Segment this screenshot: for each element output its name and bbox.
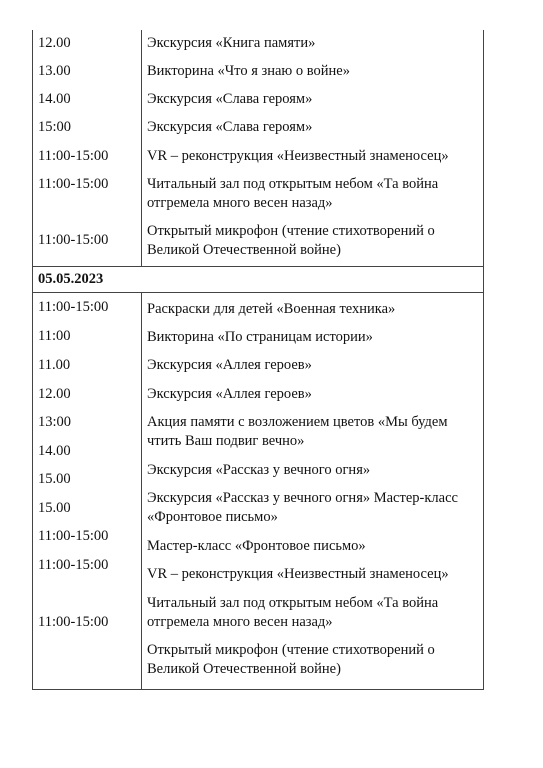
table-row-event: Экскурсия «Рассказ у вечного огня»: [147, 462, 371, 478]
table-row-event: Раскраски для детей «Военная техника»: [147, 301, 396, 317]
table-row-event: Великой Отечественной войне): [147, 242, 341, 258]
table-row-time: 11:00-15:00: [38, 232, 109, 248]
table-row-event: Открытый микрофон (чтение стихотворений о: [147, 223, 435, 239]
table-border-left: [32, 30, 33, 690]
table-row-event: Великой Отечественной войне): [147, 661, 341, 677]
table-border-bottom: [32, 689, 484, 690]
table-row-time: 14.00: [38, 443, 71, 459]
table-row-time: 11:00-15:00: [38, 148, 109, 164]
table-row-event: Экскурсия «Слава героям»: [147, 119, 313, 135]
table-row-time: 13:00: [38, 414, 72, 430]
table-row-time: 11:00-15:00: [38, 176, 109, 192]
table-row-time: 13.00: [38, 63, 71, 79]
table-row-event: Читальный зал под открытым небом «Та война: [147, 595, 439, 611]
table-row-event: Экскурсия «Слава героям»: [147, 91, 313, 107]
table-row-time: 12.00: [38, 35, 71, 51]
table-row-time: 14.00: [38, 91, 71, 107]
row-divider-date: [32, 266, 484, 267]
table-row-time: 15.00: [38, 471, 71, 487]
schedule-table: [32, 30, 484, 690]
table-row-time: 11:00-15:00: [38, 528, 109, 544]
table-row-event: Акция памяти с возложением цветов «Мы будем: [147, 414, 448, 430]
column-divider-top: [141, 30, 142, 266]
table-row-time: 11:00-15:00: [38, 557, 109, 573]
table-row-event: отгремела много весен назад»: [147, 195, 333, 211]
table-row-event: Викторина «По страницам истории»: [147, 329, 373, 345]
column-divider-bottom: [141, 292, 142, 690]
table-row-time: 11:00-15:00: [38, 299, 109, 315]
table-row-event: Экскурсия «Книга памяти»: [147, 35, 316, 51]
table-row-time: 12.00: [38, 386, 71, 402]
table-row-event: Мастер-класс «Фронтовое письмо»: [147, 538, 366, 554]
table-row-time: 15.00: [38, 500, 71, 516]
table-row-event: Экскурсия «Аллея героев»: [147, 386, 312, 402]
table-row-time: 11.00: [38, 357, 71, 373]
table-row-event: отгремела много весен назад»: [147, 614, 333, 630]
date-heading: 05.05.2023: [38, 271, 104, 287]
table-row-event: чтить Ваш подвиг вечно»: [147, 433, 305, 449]
table-row-time: 11:00: [38, 328, 71, 344]
table-row-time: 15:00: [38, 119, 72, 135]
row-divider-after-date: [32, 292, 484, 293]
table-row-event: VR – реконструкция «Неизвестный знаменосец»: [147, 566, 449, 582]
table-row-event: Викторина «Что я знаю о войне»: [147, 63, 350, 79]
table-row-time: 11:00-15:00: [38, 614, 109, 630]
table-row-event: Открытый микрофон (чтение стихотворений о: [147, 642, 435, 658]
table-row-event: Экскурсия «Рассказ у вечного огня» Мастер-класс: [147, 490, 458, 506]
table-row-event: VR – реконструкция «Неизвестный знаменосец»: [147, 148, 449, 164]
table-border-right: [483, 30, 484, 690]
table-row-event: «Фронтовое письмо»: [147, 509, 278, 525]
table-row-event: Экскурсия «Аллея героев»: [147, 357, 312, 373]
table-row-event: Читальный зал под открытым небом «Та война: [147, 176, 439, 192]
